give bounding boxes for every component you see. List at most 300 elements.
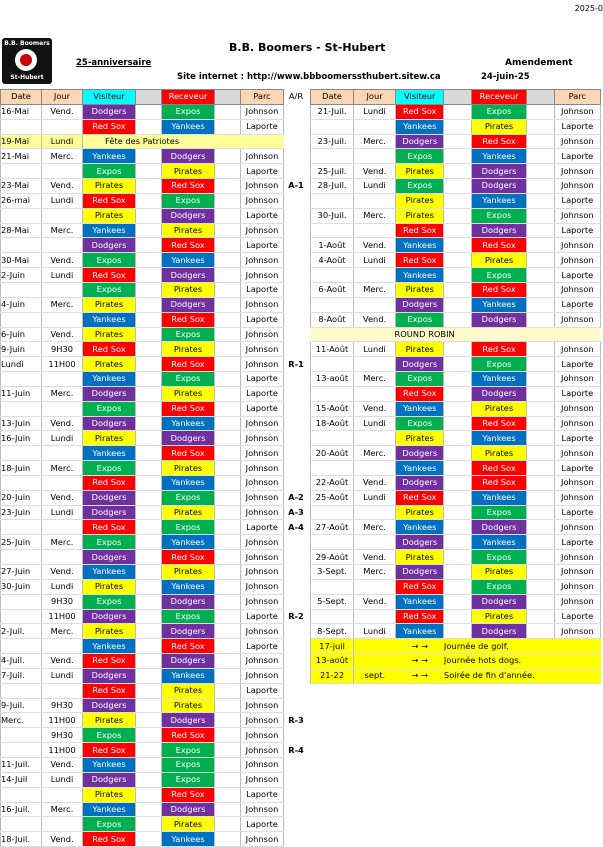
team-cell: Yankees (83, 565, 136, 580)
table-row (311, 149, 601, 164)
team-cell: Pirates (162, 386, 215, 401)
gap-cell (527, 282, 554, 297)
team-cell: Yankees (162, 535, 215, 550)
gap-cell (136, 713, 162, 728)
jour-cell (42, 119, 83, 134)
ar-cell (284, 772, 309, 787)
team-cell: Pirates (162, 164, 215, 179)
team-cell: Yankees (396, 238, 444, 253)
ar-cell (284, 594, 309, 609)
table-row (1, 817, 309, 832)
team-cell: Dodgers (471, 164, 527, 179)
team-cell: Dodgers (83, 550, 136, 565)
gap-cell (444, 268, 471, 283)
table-row (1, 802, 309, 817)
date-cell: 21-Juil. (311, 104, 354, 119)
gap-cell (444, 253, 471, 268)
table-row (311, 104, 601, 119)
gap-cell (136, 639, 162, 654)
date-cell: 14-Juil (1, 772, 42, 787)
team-cell: Red Sox (396, 253, 444, 268)
parc-cell: Laporte (554, 609, 600, 624)
parc-cell: Johnson (241, 268, 284, 283)
jour-cell: Vend. (42, 565, 83, 580)
parc-cell: Johnson (554, 579, 600, 594)
parc-cell: Laporte (554, 268, 600, 283)
gap-cell (527, 134, 554, 149)
ar-cell (284, 668, 309, 683)
parc-cell: Johnson (241, 490, 284, 505)
ar-cell: R-1 (288, 358, 304, 369)
gap-cell (444, 609, 471, 624)
jour-cell: Vend. (42, 253, 83, 268)
jour-cell (42, 164, 83, 179)
gap-cell (444, 579, 471, 594)
parc-cell: Laporte (241, 609, 284, 624)
event-date: 21-22 (311, 668, 354, 683)
jour-cell: 11H00 (42, 743, 83, 758)
ar-cell (284, 431, 309, 446)
table-row (1, 372, 309, 387)
date-cell (311, 386, 354, 401)
team-cell: Pirates (83, 297, 136, 312)
table-row (311, 565, 601, 580)
table-row (311, 475, 601, 490)
team-cell: Dodgers (83, 238, 136, 253)
team-cell: Expos (396, 416, 444, 431)
ar-cell: R-2 (288, 610, 304, 621)
date-cell: 25-Juin (1, 535, 42, 550)
date-cell (1, 119, 42, 134)
team-cell: Pirates (396, 208, 444, 223)
gap-cell (136, 149, 162, 164)
team-cell: Red Sox (83, 743, 136, 758)
gap-cell (215, 832, 241, 847)
gap-cell (136, 282, 162, 297)
team-cell: Pirates (471, 119, 527, 134)
gap-cell (215, 357, 241, 372)
table-row (311, 461, 601, 476)
team-cell: Expos (471, 208, 527, 223)
event-row (311, 654, 601, 669)
jour-cell (354, 609, 396, 624)
team-cell: Expos (83, 461, 136, 476)
gap-cell (136, 372, 162, 387)
team-cell: Yankees (162, 119, 215, 134)
team-cell: Yankees (162, 579, 215, 594)
gap-cell (136, 728, 162, 743)
gap-cell (136, 832, 162, 847)
jour-cell: Lundi (354, 624, 396, 639)
jour-cell (354, 268, 396, 283)
parc-cell: Laporte (554, 431, 600, 446)
date-cell: 16-Juin (1, 431, 42, 446)
event-jour: sept. (354, 668, 396, 683)
jour-cell: Lundi (354, 490, 396, 505)
parc-cell: Johnson (241, 342, 284, 357)
jour-cell (42, 520, 83, 535)
jour-cell: Vend. (42, 654, 83, 669)
date-cell (311, 268, 354, 283)
date-cell (311, 579, 354, 594)
gap-cell (136, 268, 162, 283)
gap-cell (215, 208, 241, 223)
date-cell: 28-Juil. (311, 179, 354, 194)
gap-cell (215, 654, 241, 669)
team-cell: Red Sox (471, 342, 527, 357)
gap-cell (136, 787, 162, 802)
jour-cell: Lundi (42, 431, 83, 446)
team-cell: Red Sox (471, 475, 527, 490)
date-cell: 25-Août (311, 490, 354, 505)
team-cell: Yankees (162, 832, 215, 847)
parc-cell: Johnson (241, 223, 284, 238)
jour-cell: Vend. (42, 327, 83, 342)
team-cell: Pirates (83, 787, 136, 802)
team-cell: Dodgers (396, 446, 444, 461)
ar-cell (284, 446, 309, 461)
gap-cell (215, 253, 241, 268)
ar-cell (284, 238, 309, 253)
date-cell: 11-Juin (1, 386, 42, 401)
table-row (1, 253, 309, 268)
team-cell: Red Sox (162, 639, 215, 654)
gap-cell (136, 579, 162, 594)
header-date: Date (311, 90, 354, 105)
parc-cell: Johnson (241, 565, 284, 580)
gap-cell (444, 297, 471, 312)
team-cell: Dodgers (162, 802, 215, 817)
event-row (311, 668, 601, 683)
team-cell: Expos (83, 253, 136, 268)
parc-cell: Laporte (241, 164, 284, 179)
jour-cell (354, 357, 396, 372)
gap-cell (527, 164, 554, 179)
team-cell: Yankees (396, 268, 444, 283)
team-cell: Dodgers (471, 386, 527, 401)
team-cell: Yankees (162, 253, 215, 268)
ar-cell (284, 327, 309, 342)
parc-cell: Johnson (241, 579, 284, 594)
table-row (1, 772, 309, 787)
team-cell: Yankees (396, 624, 444, 639)
table-row (1, 268, 309, 283)
gap-cell (215, 802, 241, 817)
team-cell: Expos (162, 772, 215, 787)
date-cell: 18-Juin (1, 461, 42, 476)
table-row (311, 238, 601, 253)
gap-cell (215, 743, 241, 758)
team-cell: Red Sox (83, 475, 136, 490)
table-row (1, 223, 309, 238)
gap-cell (527, 520, 554, 535)
team-cell: Expos (471, 579, 527, 594)
parc-cell: Laporte (554, 223, 600, 238)
team-cell: Yankees (471, 193, 527, 208)
date-cell: 15-Août (311, 401, 354, 416)
team-cell: Expos (162, 327, 215, 342)
header-parc: Parc (241, 90, 284, 105)
team-cell: Dodgers (396, 357, 444, 372)
gap-cell (136, 164, 162, 179)
team-cell: Pirates (396, 282, 444, 297)
gap-cell (444, 179, 471, 194)
table-row (311, 208, 601, 223)
parc-cell: Johnson (241, 832, 284, 847)
ar-cell (284, 164, 309, 179)
team-cell: Pirates (471, 401, 527, 416)
gap-cell (215, 787, 241, 802)
event-description: Journée hots dogs. (444, 654, 601, 669)
team-cell: Dodgers (471, 594, 527, 609)
ar-cell (284, 297, 309, 312)
team-cell: Pirates (396, 431, 444, 446)
jour-cell (42, 683, 83, 698)
table-row (1, 461, 309, 476)
ar-cell: A-1 (288, 180, 304, 191)
jour-cell (42, 401, 83, 416)
gap-cell (136, 119, 162, 134)
parc-cell: Johnson (554, 624, 600, 639)
team-cell: Expos (471, 550, 527, 565)
gap-cell (215, 104, 241, 119)
table-row (311, 416, 601, 431)
gap-cell (527, 223, 554, 238)
date-cell: Merc. (1, 713, 42, 728)
gap-cell (444, 565, 471, 580)
team-cell: Yankees (471, 431, 527, 446)
jour-cell (42, 238, 83, 253)
gap-cell (444, 149, 471, 164)
gap-cell (215, 372, 241, 387)
team-cell: Pirates (396, 342, 444, 357)
right-schedule-table (310, 89, 601, 684)
team-cell: Yankees (396, 461, 444, 476)
date-cell (311, 193, 354, 208)
parc-cell: Johnson (241, 193, 284, 208)
parc-cell: Laporte (241, 817, 284, 832)
parc-cell: Laporte (554, 149, 600, 164)
team-cell: Expos (396, 312, 444, 327)
arrow-icon: → → (396, 654, 444, 669)
gap-cell (215, 505, 241, 520)
parc-cell: Laporte (241, 238, 284, 253)
header-parc: Parc (554, 90, 600, 105)
team-cell: Expos (471, 357, 527, 372)
jour-cell: Merc. (42, 149, 83, 164)
event-description: Journée de golf. (444, 639, 601, 654)
jour-cell: Lundi (354, 253, 396, 268)
header-jour: Jour (354, 90, 396, 105)
table-header-row (1, 90, 309, 105)
date-cell (1, 683, 42, 698)
table-row (311, 624, 601, 639)
parc-cell: Johnson (241, 802, 284, 817)
date-cell: 16-Juil. (1, 802, 42, 817)
parc-cell: Johnson (554, 134, 600, 149)
date-cell: 11-Juil. (1, 757, 42, 772)
date-cell (311, 149, 354, 164)
team-cell: Dodgers (162, 268, 215, 283)
jour-cell: Lundi (354, 342, 396, 357)
team-cell: Yankees (396, 119, 444, 134)
ar-cell: A-2 (288, 492, 304, 503)
table-row (311, 253, 601, 268)
jour-cell: 9H30 (42, 342, 83, 357)
jour-cell (42, 282, 83, 297)
gap-cell (136, 565, 162, 580)
table-row (311, 579, 601, 594)
header-gap (527, 90, 554, 105)
gap-cell (215, 342, 241, 357)
table-row (1, 698, 309, 713)
date-cell: 27-Août (311, 520, 354, 535)
date-cell (311, 609, 354, 624)
parc-cell: Johnson (241, 594, 284, 609)
team-cell: Yankees (396, 594, 444, 609)
team-cell: Dodgers (162, 149, 215, 164)
table-row (311, 297, 601, 312)
team-cell: Pirates (162, 461, 215, 476)
team-cell: Dodgers (396, 475, 444, 490)
gap-cell (136, 357, 162, 372)
gap-cell (444, 461, 471, 476)
jour-cell: Vend. (42, 490, 83, 505)
team-cell: Dodgers (162, 654, 215, 669)
parc-cell: Johnson (554, 282, 600, 297)
date-cell: 6-Août (311, 282, 354, 297)
team-cell: Pirates (162, 817, 215, 832)
gap-cell (136, 179, 162, 194)
ar-cell (284, 104, 309, 119)
table-row (1, 565, 309, 580)
ar-cell (284, 342, 309, 357)
team-cell: Dodgers (162, 594, 215, 609)
team-cell: Red Sox (471, 461, 527, 476)
jour-cell (354, 431, 396, 446)
table-row (311, 134, 601, 149)
date-cell (311, 223, 354, 238)
ar-cell (284, 728, 309, 743)
parc-cell: Laporte (241, 372, 284, 387)
team-cell: Dodgers (396, 297, 444, 312)
gap-cell (136, 208, 162, 223)
gap-cell (136, 238, 162, 253)
parc-cell: Johnson (554, 312, 600, 327)
gap-cell (527, 312, 554, 327)
table-row (311, 535, 601, 550)
ar-cell (284, 416, 309, 431)
parc-cell: Johnson (554, 475, 600, 490)
gap-cell (527, 119, 554, 134)
parc-cell: Laporte (241, 282, 284, 297)
jour-cell: Vend. (354, 312, 396, 327)
gap-cell (527, 149, 554, 164)
date-cell (1, 401, 42, 416)
gap-cell (136, 386, 162, 401)
ar-cell (284, 565, 309, 580)
table-row (1, 312, 309, 327)
table-row (1, 386, 309, 401)
date-cell: 8-Sept. (311, 624, 354, 639)
date-cell: 29-Août (311, 550, 354, 565)
parc-cell: Johnson (241, 668, 284, 683)
gap-cell (136, 772, 162, 787)
gap-cell (215, 416, 241, 431)
team-cell: Pirates (83, 624, 136, 639)
table-row (1, 416, 309, 431)
parc-cell: Laporte (554, 461, 600, 476)
parc-cell: Johnson (241, 743, 284, 758)
team-cell: Dodgers (471, 179, 527, 194)
event-date: 17-juil (311, 639, 354, 654)
team-cell: Red Sox (471, 238, 527, 253)
jour-cell: Merc. (354, 565, 396, 580)
ar-cell (284, 787, 309, 802)
gap-cell (444, 119, 471, 134)
team-cell: Pirates (162, 698, 215, 713)
team-cell: Expos (162, 757, 215, 772)
date-cell: 30-Juil. (311, 208, 354, 223)
team-cell: Dodgers (83, 490, 136, 505)
table-row (311, 505, 601, 520)
gap-cell (444, 164, 471, 179)
gap-cell (527, 372, 554, 387)
gap-cell (527, 342, 554, 357)
gap-cell (136, 594, 162, 609)
jour-cell: Merc. (42, 386, 83, 401)
gap-cell (215, 728, 241, 743)
ar-cell (284, 757, 309, 772)
ar-cell (284, 386, 309, 401)
parc-cell: Johnson (554, 446, 600, 461)
jour-cell: Merc. (354, 134, 396, 149)
date-cell (1, 743, 42, 758)
table-row (1, 490, 309, 505)
table-row (1, 104, 309, 119)
ar-cell (284, 698, 309, 713)
jour-cell: Lundi (42, 579, 83, 594)
gap-cell (215, 179, 241, 194)
gap-cell (215, 238, 241, 253)
gap-cell (215, 520, 241, 535)
gap-cell (215, 327, 241, 342)
jour-cell: Lundi (42, 668, 83, 683)
team-cell: Expos (162, 609, 215, 624)
gap-cell (527, 104, 554, 119)
team-cell: Dodgers (83, 386, 136, 401)
table-row (311, 282, 601, 297)
gap-cell (136, 743, 162, 758)
ar-cell: A-3 (288, 507, 304, 518)
gap-cell (527, 268, 554, 283)
gap-cell (444, 386, 471, 401)
anniversary-label: 25-anniversaire (76, 58, 152, 68)
date-cell (1, 520, 42, 535)
gap-cell (136, 475, 162, 490)
jour-cell: Merc. (354, 520, 396, 535)
ar-cell (284, 639, 309, 654)
jour-cell: Vend. (42, 179, 83, 194)
gap-cell (444, 238, 471, 253)
jour-cell (42, 639, 83, 654)
header-ar: A/R (284, 90, 309, 105)
jour-cell: 9H30 (42, 728, 83, 743)
gap-cell (136, 520, 162, 535)
team-cell: Red Sox (396, 104, 444, 119)
team-cell: Red Sox (162, 550, 215, 565)
gap-cell (215, 609, 241, 624)
